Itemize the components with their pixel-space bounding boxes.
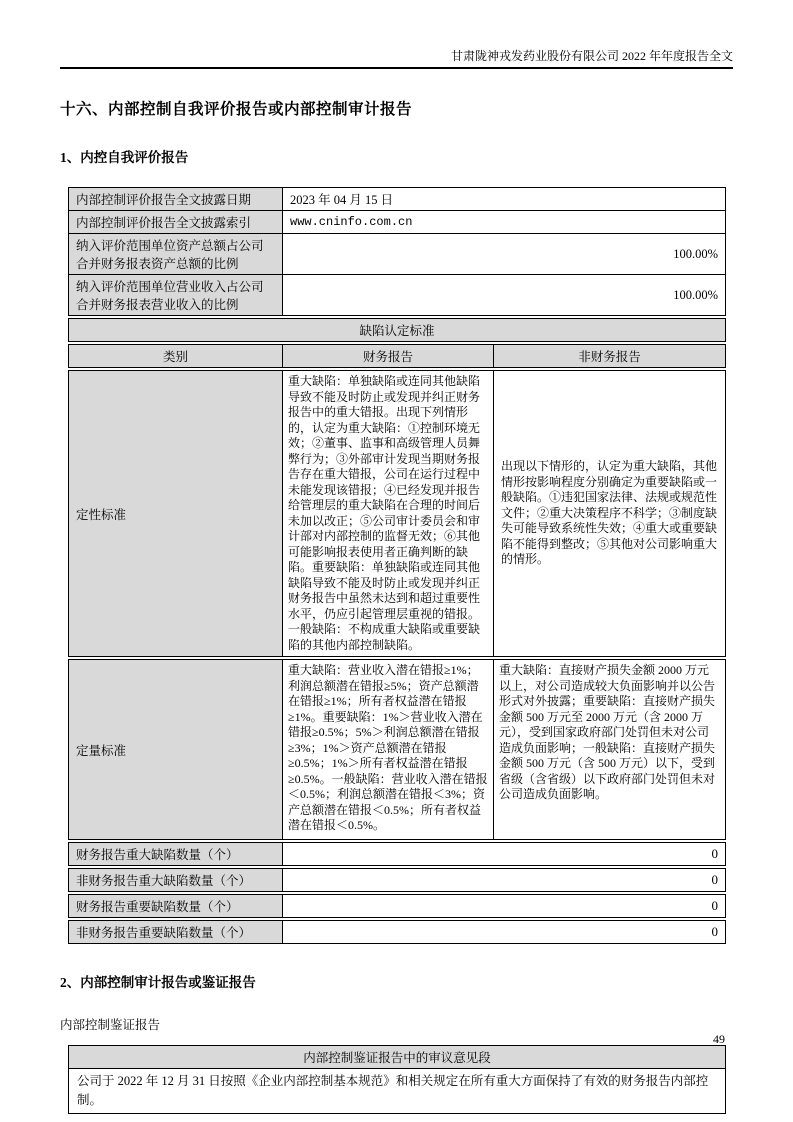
defect-count-row (68, 842, 726, 866)
running-header-text: 甘肃陇神戎发药业股份有限公司 2022 年年度报告全文 (450, 49, 733, 63)
column-header-financial: 财务报告 (282, 344, 494, 368)
qualitative-label: 定性标准 (68, 370, 283, 657)
table-row (68, 233, 726, 275)
table-row (68, 187, 726, 211)
subsection-1-title: 1、内控自我评价报告 (60, 150, 189, 165)
qualitative-standard-row (68, 370, 726, 657)
row-value-disclosure-date: 2023 年 04 月 15 日 (282, 187, 726, 211)
quantitative-label: 定量标准 (68, 659, 283, 840)
count-label-financial-major: 财务报告重大缺陷数量（个） (68, 842, 283, 866)
defect-count-row (68, 868, 726, 892)
column-header-non-financial: 非财务报告 (493, 344, 726, 368)
table-row (68, 274, 726, 316)
table-row (68, 210, 726, 234)
qualitative-non-financial-text: 出现以下情形的，认定为重大缺陷，其他情形按影响程度分别确定为重要缺陷或一般缺陷。①违犯国家法律、法规或规范性文件；②重大决策程序不科学；③制度缺失可能导致系统性失效；④重大或重要缺陷不能得到整改；⑤其他对公司影响重大的情形。 (501, 459, 718, 567)
defect-standard-banner: 缺陷认定标准 (68, 318, 726, 342)
row-label-revenue-ratio: 纳入评价范围单位营业收入占公司合并财务报表营业收入的比例 (68, 274, 283, 316)
row-value-disclosure-url[interactable]: www.cninfo.com.cn (282, 210, 726, 234)
attestation-opinion-text: 公司于 2022 年 12 月 31 日按照《企业内部控制基本规范》和相关规定在所有重大方面保持了有效的财务报告内部控制。 (68, 1068, 726, 1114)
internal-control-evaluation-table (68, 187, 726, 944)
count-value-financial-major: 0 (282, 842, 726, 866)
row-label-disclosure-date: 内部控制评价报告全文披露日期 (68, 187, 283, 211)
subsection-2-title: 2、内部控制审计报告或鉴证报告 (60, 975, 256, 990)
running-header (60, 0, 733, 69)
table-row (68, 318, 726, 342)
column-header-category: 类别 (68, 344, 283, 368)
table-row (68, 1068, 726, 1114)
count-value-nonfinancial-major: 0 (282, 868, 726, 892)
count-label-nonfinancial-important: 非财务报告重要缺陷数量（个） (68, 920, 283, 944)
count-label-financial-important: 财务报告重要缺陷数量（个） (68, 894, 283, 918)
quantitative-standard-row (68, 659, 726, 840)
table-header-row (68, 344, 726, 368)
attestation-report-label: 内部控制鉴证报告 (60, 1018, 161, 1032)
section-title: 十六、内部控制自我评价报告或内部控制审计报告 (60, 101, 413, 118)
quantitative-non-financial-text: 重大缺陷：直接财产损失金额 2000 万元以上，对公司造成较大负面影响并以公告形式对外披露；重要缺陷：直接财产损失金额 500 万元至 2000 万元（含 2000 万元），受到国家政府部门处罚但未对公司造成负面影响；一般缺陷：直接财产损失金额 500 万元（含 500 万元）以下，受到省级（含省级）以下政府部门处罚但未对公司造成负面影响。 (493, 659, 726, 840)
count-value-financial-important: 0 (282, 894, 726, 918)
row-value-revenue-ratio: 100.00% (282, 274, 726, 316)
count-label-nonfinancial-major: 非财务报告重大缺陷数量（个） (68, 868, 283, 892)
qualitative-financial-text: 重大缺陷：单独缺陷或连同其他缺陷导致不能及时防止或发现并纠正财务报告中的重大错报。出现下列情形的，认定为重大缺陷：①控制环境无效；②董事、监事和高级管理人员舞弊行为；③外部审计发现当期财务报告存在重大错报，公司在运行过程中未能发现该错报；④已经发现并报告给管理层的重大缺陷在合理的时间后未加以改正；⑤公司审计委员会和审计部对内部控制的监督无效；⑥其他可能影响报表使用者正确判断的缺陷。重要缺陷：单独缺陷或连同其他缺陷导致不能及时防止或发现并纠正财务报告中虽然未达到和超过重要性水平，仍应引起管理层重视的错报。一般缺陷：不构成重大缺陷或重要缺陷的其他内部控制缺陷。 (282, 370, 494, 657)
table-header-row (68, 1045, 726, 1069)
attestation-opinion-table (68, 1045, 726, 1114)
attestation-opinion-header: 内部控制鉴证报告中的审议意见段 (68, 1045, 726, 1069)
row-label-asset-ratio: 纳入评价范围单位资产总额占公司合并财务报表资产总额的比例 (68, 233, 283, 275)
qualitative-non-financial-cell (493, 370, 726, 657)
defect-count-row (68, 920, 726, 944)
quantitative-financial-text: 重大缺陷：营业收入潜在错报≥1%；利润总额潜在错报≥5%；资产总额潜在错报≥1%；所有者权益潜在错报≥1%。重要缺陷：1%＞营业收入潜在错报≥0.5%；5%＞利润总额潜在错报≥3%；1%＞资产总额潜在错报≥0.5%；1%＞所有者权益潜在错报≥0.5%。一般缺陷：营业收入潜在错报＜0.5%；利润总额潜在错报＜3%；资产总额潜在错报＜0.5%；所有者权益潜在错报＜0.5%。 (282, 659, 494, 840)
row-label-disclosure-index: 内部控制评价报告全文披露索引 (68, 210, 283, 234)
count-value-nonfinancial-important: 0 (282, 920, 726, 944)
defect-count-row (68, 894, 726, 918)
row-value-asset-ratio: 100.00% (282, 233, 726, 275)
page-number: 49 (713, 1032, 725, 1046)
